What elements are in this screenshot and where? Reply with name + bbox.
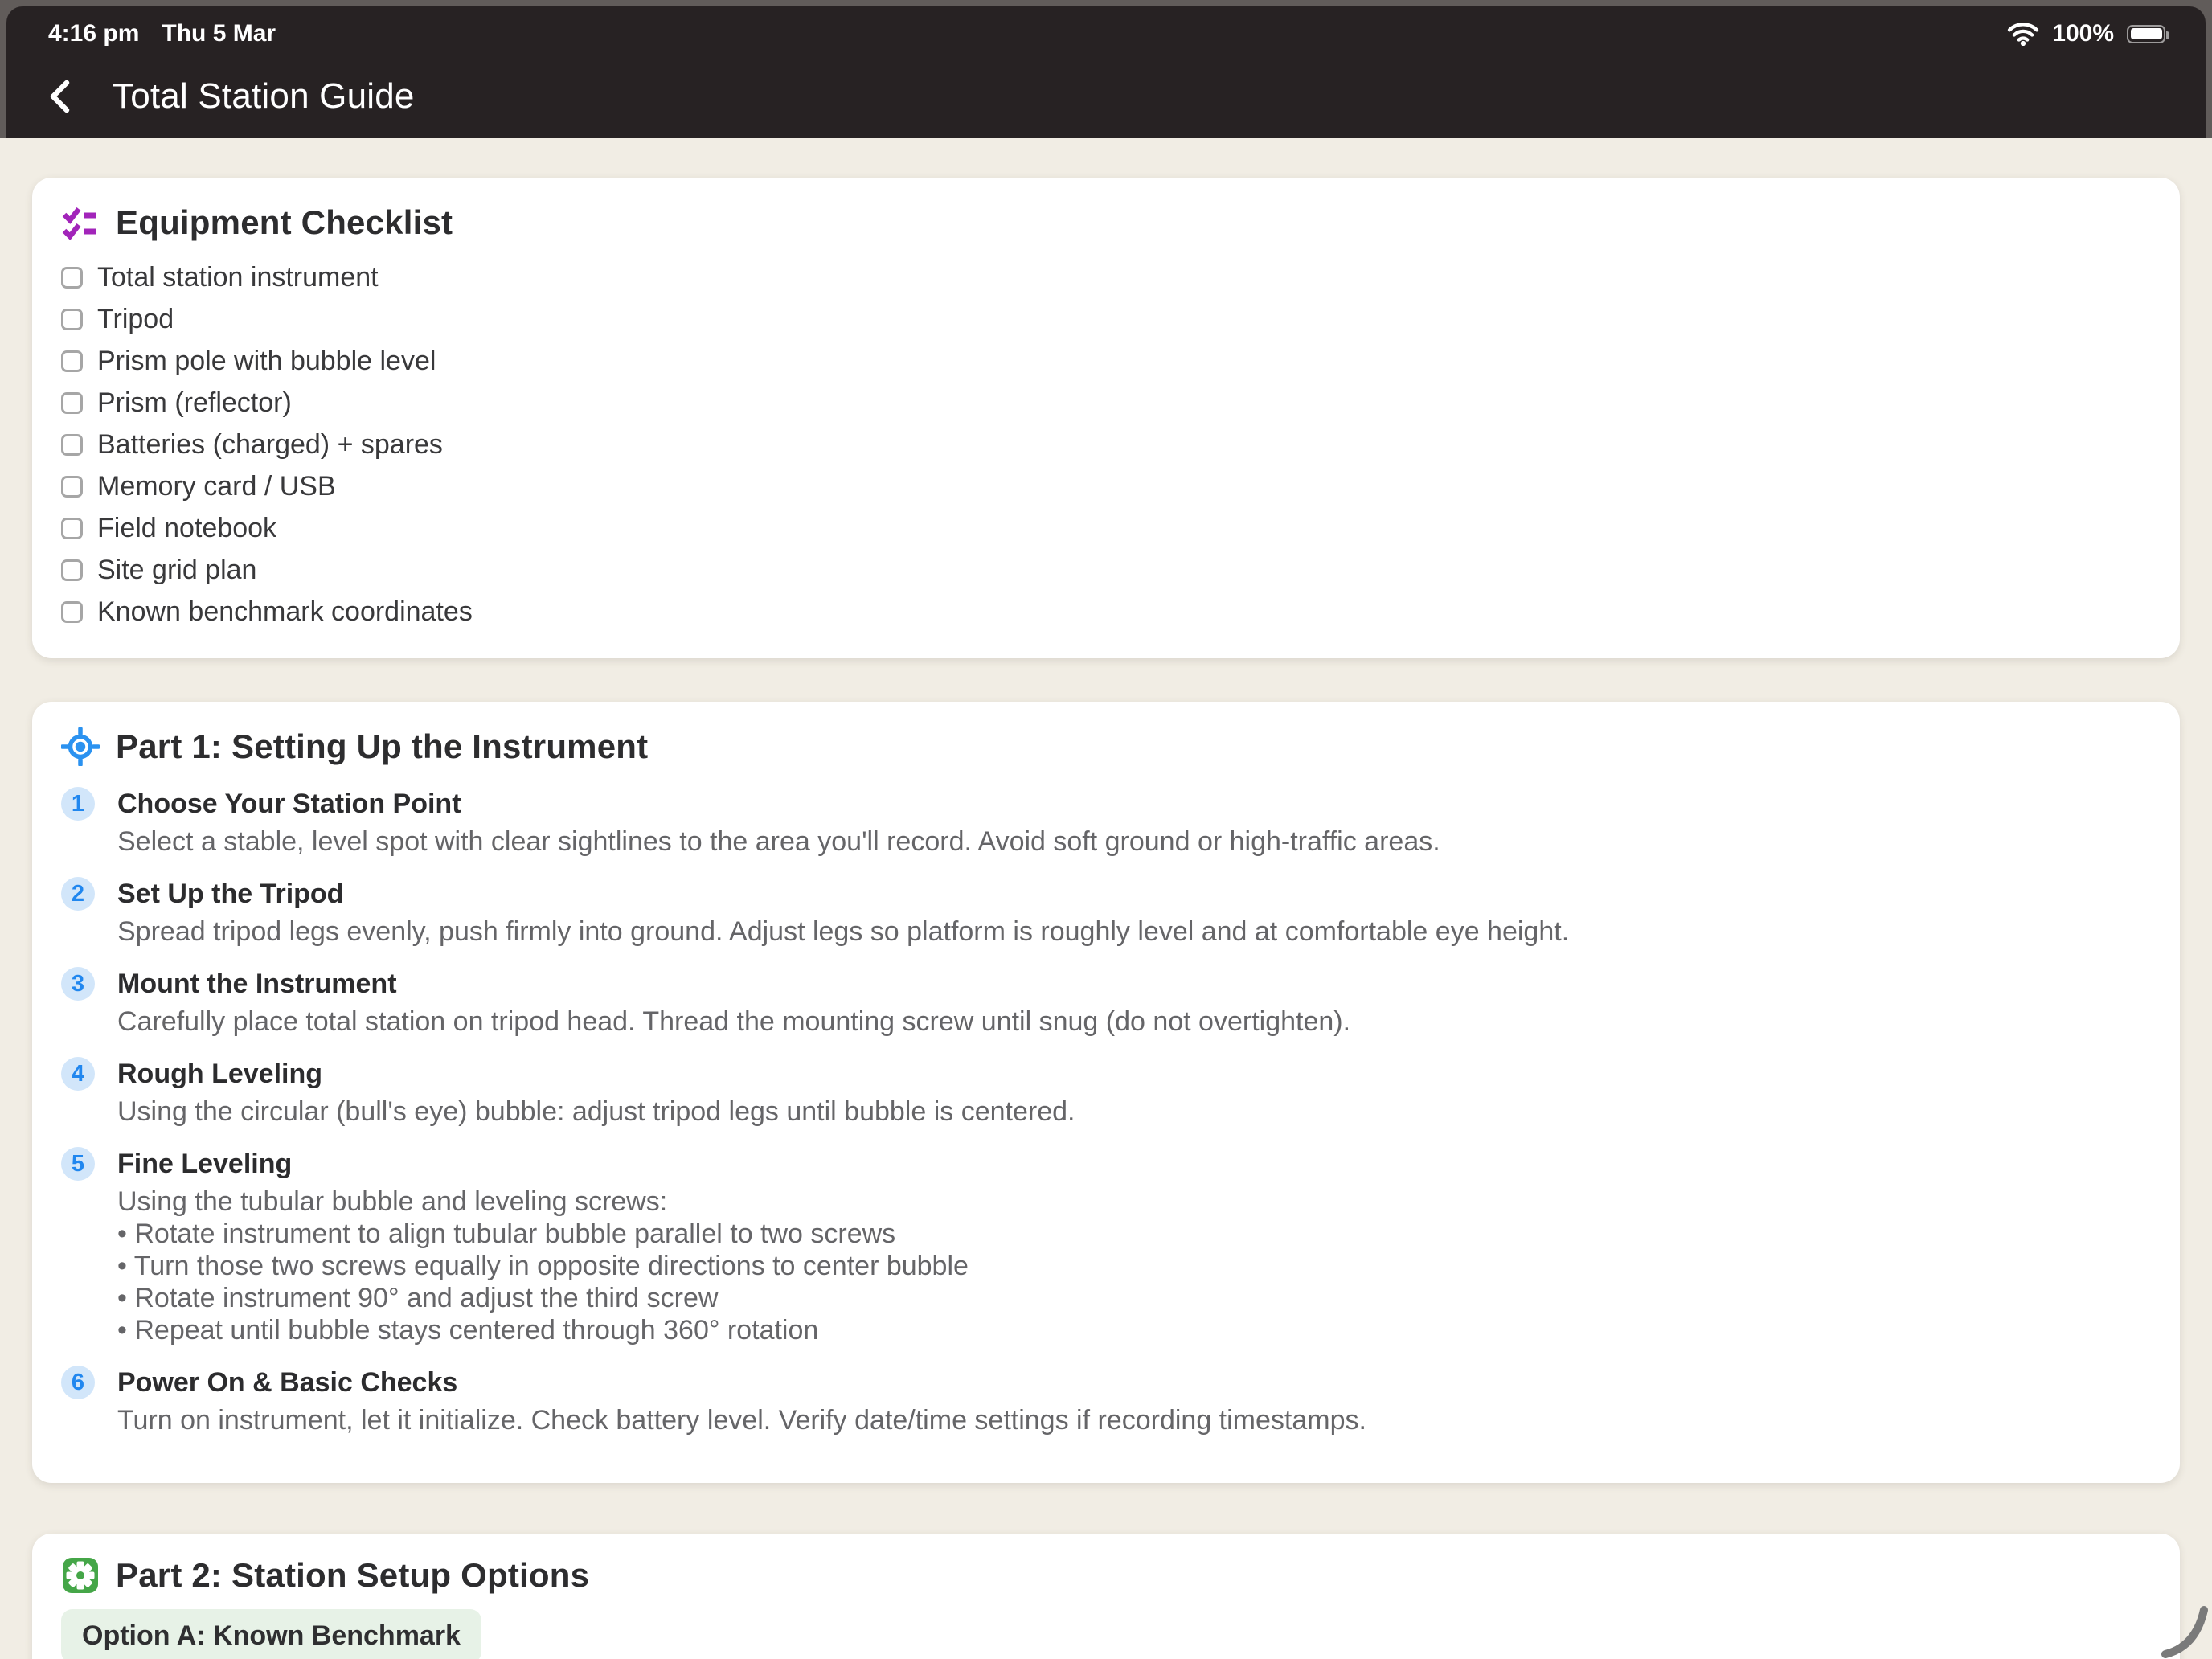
step-description-line: Using the circular (bull's eye) bubble: adjust tripod legs until bubble is centered. xyxy=(117,1096,1075,1127)
device-frame-edge xyxy=(0,0,2212,138)
card-title-part2: Part 2: Station Setup Options xyxy=(116,1556,590,1594)
checklist-item-label: Known benchmark coordinates xyxy=(97,596,473,627)
status-time: 4:16 pm xyxy=(48,20,140,47)
gear-icon xyxy=(61,1556,100,1595)
checklist-icon xyxy=(61,206,100,240)
step-number-badge: 5 xyxy=(61,1147,95,1181)
setup-step xyxy=(61,787,2151,858)
step-number-badge: 1 xyxy=(61,787,95,821)
step-description-line: • Rotate instrument to align tubular bubble parallel to two screws xyxy=(117,1219,896,1249)
checkbox[interactable] xyxy=(61,434,83,456)
step-description-line: • Turn those two screws equally in opposite directions to center bubble xyxy=(117,1251,969,1281)
equipment-checklist-card xyxy=(32,178,2180,658)
checkbox[interactable] xyxy=(61,267,83,289)
checklist-item-label: Total station instrument xyxy=(97,261,379,293)
step-description-line: Spread tripod legs evenly, push firmly into ground. Adjust legs so platform is roughly level and at comfortable eye height. xyxy=(117,916,1570,947)
setup-step xyxy=(61,1147,2151,1346)
step-title: Fine Leveling xyxy=(117,1149,293,1179)
step-description xyxy=(117,916,2151,948)
battery-percent: 100% xyxy=(2052,20,2114,47)
checkbox[interactable] xyxy=(61,309,83,330)
target-locate-icon xyxy=(61,727,100,766)
checklist-row xyxy=(61,507,2151,549)
main-content[interactable] xyxy=(0,138,2212,1659)
equipment-checklist xyxy=(61,256,2151,633)
part2-card xyxy=(32,1534,2180,1659)
checklist-item-label: Tripod xyxy=(97,303,174,334)
step-description-line: Carefully place total station on tripod head. Thread the mounting screw until snug (do not overtighten). xyxy=(117,1006,1351,1037)
checklist-row xyxy=(61,256,2151,298)
checklist-row xyxy=(61,340,2151,382)
step-description-line: • Repeat until bubble stays centered through 360° rotation xyxy=(117,1315,819,1346)
step-description-line: Select a stable, level spot with clear sightlines to the area you'll record. Avoid soft ground or high-traffic areas. xyxy=(117,826,1440,857)
checklist-item-label: Site grid plan xyxy=(97,554,257,585)
step-description xyxy=(117,1186,2151,1346)
step-description xyxy=(117,1096,2151,1128)
step-number-badge: 6 xyxy=(61,1366,95,1399)
step-title: Choose Your Station Point xyxy=(117,789,461,819)
step-description-line: • Rotate instrument 90° and adjust the third screw xyxy=(117,1283,719,1313)
checklist-item-label: Memory card / USB xyxy=(97,470,336,502)
checkbox[interactable] xyxy=(61,559,83,581)
setup-step xyxy=(61,967,2151,1038)
step-title: Set Up the Tripod xyxy=(117,879,344,909)
step-description xyxy=(117,1006,2151,1038)
step-title: Power On & Basic Checks xyxy=(117,1367,458,1398)
step-number-badge: 2 xyxy=(61,877,95,911)
card-title-part1: Part 1: Setting Up the Instrument xyxy=(116,727,649,765)
step-title: Mount the Instrument xyxy=(117,969,397,999)
setup-steps-list xyxy=(61,787,2151,1436)
checkbox[interactable] xyxy=(61,392,83,414)
checkbox[interactable] xyxy=(61,350,83,372)
setup-step xyxy=(61,1057,2151,1128)
app-header xyxy=(6,6,2206,138)
step-number-badge: 3 xyxy=(61,967,95,1001)
checklist-row xyxy=(61,465,2151,507)
card-title-equipment-checklist: Equipment Checklist xyxy=(116,203,453,241)
checkbox[interactable] xyxy=(61,601,83,623)
checklist-row xyxy=(61,591,2151,633)
back-button[interactable] xyxy=(48,79,84,114)
option-a-badge: Option A: Known Benchmark xyxy=(61,1609,481,1659)
checklist-row xyxy=(61,549,2151,591)
chevron-left-icon xyxy=(48,79,71,114)
step-description-line: Turn on instrument, let it initialize. Check battery level. Verify date/time settings if recording timestamps. xyxy=(117,1405,1366,1436)
navigation-bar xyxy=(6,56,2206,137)
checklist-row xyxy=(61,382,2151,424)
checklist-item-label: Prism pole with bubble level xyxy=(97,345,436,376)
checklist-row xyxy=(61,424,2151,465)
step-number-badge: 4 xyxy=(61,1057,95,1091)
setup-step xyxy=(61,877,2151,948)
checkbox[interactable] xyxy=(61,476,83,498)
step-description-line: Using the tubular bubble and leveling screws: xyxy=(117,1186,668,1217)
checkbox[interactable] xyxy=(61,518,83,539)
step-description xyxy=(117,825,2151,858)
status-date: Thu 5 Mar xyxy=(162,20,276,47)
checklist-row xyxy=(61,298,2151,340)
checklist-item-label: Prism (reflector) xyxy=(97,387,292,418)
step-title: Rough Leveling xyxy=(117,1059,322,1089)
wifi-icon xyxy=(2007,22,2039,46)
checklist-item-label: Batteries (charged) + spares xyxy=(97,428,443,460)
status-bar xyxy=(6,6,2206,56)
checklist-item-label: Field notebook xyxy=(97,512,277,543)
step-description xyxy=(117,1404,2151,1436)
battery-icon xyxy=(2127,25,2165,43)
part1-card xyxy=(32,702,2180,1483)
page-title: Total Station Guide xyxy=(113,76,415,116)
setup-step xyxy=(61,1366,2151,1436)
